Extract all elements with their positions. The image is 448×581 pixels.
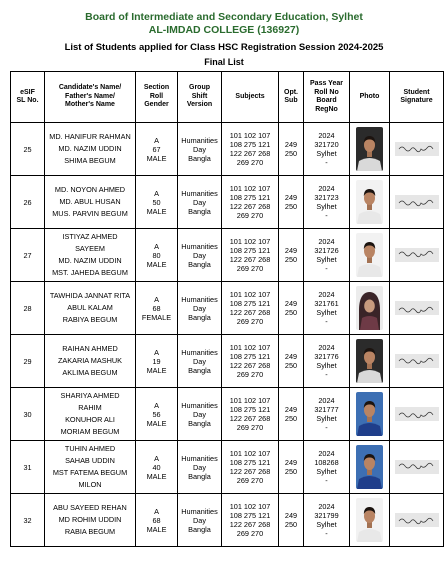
col-esif-sl-header [11, 72, 45, 123]
table-row [11, 176, 444, 229]
col-group-shift-version-header [178, 72, 222, 123]
group-shift-version-line: Humanities [181, 453, 218, 463]
candidate-names [45, 282, 136, 335]
photo-male-bluebg [356, 445, 383, 489]
section-roll-gender [136, 123, 178, 176]
pass-roll-board-reg [304, 282, 350, 335]
final-list-label: Final List [204, 57, 244, 67]
signature-image [395, 195, 439, 209]
serial-number: 32 [11, 494, 45, 547]
subjects-line: 269 270 [236, 211, 264, 220]
photo-male [356, 233, 383, 277]
candidate-names-line: ABUL KALAM [67, 303, 113, 312]
pass-roll-board-reg [304, 441, 350, 494]
subjects-line: 269 270 [236, 264, 264, 273]
header-line: Subjects [235, 92, 265, 100]
pass-roll-board-reg-line: 2024 [318, 396, 335, 405]
signature-image [395, 142, 439, 156]
pass-roll-board-reg [304, 229, 350, 282]
header-line: Section [143, 84, 170, 92]
subjects-line: 269 270 [236, 529, 264, 538]
group-shift-version [178, 282, 222, 335]
group-shift-version-line: Day [193, 144, 206, 154]
optional-subjects-line: 250 [284, 255, 298, 264]
subjects-line: 108 275 121 [229, 193, 271, 202]
optional-subjects [279, 229, 304, 282]
serial-number: 30 [11, 388, 45, 441]
optional-subjects-line: 250 [284, 467, 298, 476]
pass-roll-board-reg [304, 123, 350, 176]
header-line: eSIF [20, 88, 35, 96]
group-shift-version-line: Bangla [188, 312, 211, 322]
col-photo-header [350, 72, 390, 123]
photo-cell [350, 282, 390, 335]
candidate-names-line: KONUHOR ALI [65, 415, 115, 424]
header-line: Sub [284, 97, 298, 104]
subjects-line: 101 102 107 [229, 502, 271, 511]
pass-roll-board-reg [304, 335, 350, 388]
col-candidate-names-header [45, 72, 136, 123]
table-header-row [11, 72, 444, 123]
section-roll-gender [136, 494, 178, 547]
pass-roll-board-reg-line: - [325, 476, 328, 485]
pass-roll-board-reg-line: 2024 [318, 184, 335, 193]
subjects [222, 494, 279, 547]
pass-roll-board-reg-line: 2024 [318, 131, 335, 140]
photo-cell [350, 388, 390, 441]
table-row [11, 123, 444, 176]
optional-subjects-line: 249 [284, 246, 298, 255]
subjects-line: 108 275 121 [229, 352, 271, 361]
candidate-names-line: SHARIYA AHMED [60, 391, 120, 400]
candidate-names-line: MUS. PARVIN BEGUM [52, 209, 128, 218]
header-line: Board [316, 97, 337, 104]
group-shift-version-line: Humanities [181, 294, 218, 304]
header-line: Signature [400, 97, 433, 104]
col-section-roll-gender-header [136, 72, 178, 123]
optional-subjects-line: 249 [284, 352, 298, 361]
signature-cell [390, 229, 444, 282]
pass-roll-board-reg-line: 321799 [314, 511, 339, 520]
signature-cell [390, 123, 444, 176]
signature-image [395, 460, 439, 474]
header-line: SL No. [16, 97, 39, 104]
pass-roll-board-reg-line: 321777 [314, 405, 339, 414]
subjects-line: 108 275 121 [229, 511, 271, 520]
subjects-line: 269 270 [236, 158, 264, 167]
group-shift-version-line: Humanities [181, 347, 218, 357]
section-roll-gender-line: A [154, 506, 159, 516]
signature-image [395, 248, 439, 262]
header-line: Candidate's Name/ [58, 84, 122, 92]
candidate-names [45, 441, 136, 494]
table-row [11, 494, 444, 547]
optional-subjects-line: 249 [284, 511, 298, 520]
candidate-names-line: ISTIYAZ AHMED [62, 232, 118, 241]
pass-roll-board-reg-line: 321776 [314, 352, 339, 361]
group-shift-version-line: Day [193, 250, 206, 260]
subjects-line: 108 275 121 [229, 140, 271, 149]
header-line: Photo [359, 92, 380, 100]
subjects-line: 101 102 107 [229, 343, 271, 352]
section-roll-gender-line: 68 [152, 303, 161, 313]
candidate-names-line: MD. NOYON AHMED [54, 185, 126, 194]
candidate-names-line: TAWHIDA JANNAT RITA [49, 291, 131, 300]
optional-subjects-line: 249 [284, 299, 298, 308]
signature-cell [390, 282, 444, 335]
section-roll-gender-line: 67 [152, 144, 161, 154]
photo-female [356, 286, 383, 330]
subjects [222, 388, 279, 441]
subjects-line: 122 267 268 [229, 255, 271, 264]
serial-number: 28 [11, 282, 45, 335]
section-roll-gender-line: MALE [146, 206, 167, 216]
col-opt-sub-header [279, 72, 304, 123]
signature-cell [390, 441, 444, 494]
pass-roll-board-reg-line: 321723 [314, 193, 339, 202]
table-row [11, 441, 444, 494]
candidate-names [45, 123, 136, 176]
section-roll-gender-line: 40 [152, 462, 161, 472]
serial-number: 29 [11, 335, 45, 388]
header-line: Group [189, 84, 210, 92]
section-roll-gender-line: FEMALE [141, 312, 172, 322]
candidate-names-line: RAIHAN AHMED [62, 344, 118, 353]
section-roll-gender-line: A [154, 294, 159, 304]
subjects-line: 269 270 [236, 317, 264, 326]
pass-roll-board-reg-line: - [325, 423, 328, 432]
col-pass-roll-board-reg-header [304, 72, 350, 123]
subjects-line: 101 102 107 [229, 131, 271, 140]
pass-roll-board-reg-line: 321726 [314, 246, 339, 255]
section-roll-gender [136, 441, 178, 494]
section-roll-gender [136, 229, 178, 282]
photo-male-bluebg [356, 392, 383, 436]
group-shift-version-line: Humanities [181, 241, 218, 251]
group-shift-version-line: Humanities [181, 135, 218, 145]
section-roll-gender-line: A [154, 400, 159, 410]
subjects [222, 229, 279, 282]
section-roll-gender-line: MALE [146, 418, 167, 428]
header-line: Student [403, 88, 430, 96]
photo-cell [350, 494, 390, 547]
candidate-names-line: TUHIN AHMED [64, 444, 116, 453]
photo-cell [350, 176, 390, 229]
group-shift-version-line: Day [193, 462, 206, 472]
subjects-line: 101 102 107 [229, 290, 271, 299]
pass-roll-board-reg-line: - [325, 370, 328, 379]
pass-roll-board-reg-line: Sylhet [316, 414, 337, 423]
pass-roll-board-reg-line: 321761 [314, 299, 339, 308]
list-title: List of Students applied for Class HSC Registration Session 2024-2025 [64, 42, 384, 53]
photo-male-darkbg [356, 339, 383, 383]
section-roll-gender-line: 19 [152, 356, 161, 366]
serial-number: 27 [11, 229, 45, 282]
subjects-line: 122 267 268 [229, 467, 271, 476]
section-roll-gender-line: A [154, 135, 159, 145]
group-shift-version-line: Bangla [188, 471, 211, 481]
pass-roll-board-reg-line: 2024 [318, 449, 335, 458]
group-shift-version [178, 176, 222, 229]
candidate-names-line: MST. JAHEDA BEGUM [52, 268, 128, 277]
header-line: Pass Year [310, 80, 343, 87]
section-roll-gender-line: 68 [152, 515, 161, 525]
section-roll-gender-line: A [154, 453, 159, 463]
group-shift-version [178, 229, 222, 282]
signature-image [395, 301, 439, 315]
optional-subjects-line: 249 [284, 140, 298, 149]
table-row [11, 388, 444, 441]
section-roll-gender-line: MALE [146, 365, 167, 375]
photo-male [356, 498, 383, 542]
pass-roll-board-reg-line: 2024 [318, 343, 335, 352]
group-shift-version [178, 388, 222, 441]
signature-image [395, 354, 439, 368]
candidate-names-line: RABIA BEGUM [64, 527, 116, 536]
optional-subjects-line: 249 [284, 193, 298, 202]
group-shift-version-line: Bangla [188, 524, 211, 534]
col-signature-header [390, 72, 444, 123]
pass-roll-board-reg [304, 176, 350, 229]
section-roll-gender-line: 80 [152, 250, 161, 260]
pass-roll-board-reg-line: Sylhet [316, 255, 337, 264]
table-row [11, 282, 444, 335]
header-line: Shift [191, 92, 208, 100]
group-shift-version-line: Day [193, 409, 206, 419]
candidate-names-line: MST FATEMA BEGUM [52, 468, 128, 477]
pass-roll-board-reg-line: 108268 [314, 458, 339, 467]
pass-roll-board-reg-line: 2024 [318, 237, 335, 246]
subjects-line: 269 270 [236, 370, 264, 379]
pass-roll-board-reg-line: 321720 [314, 140, 339, 149]
candidate-names-line: MD. ABUL HUSAN [59, 197, 121, 206]
signature-cell [390, 176, 444, 229]
subjects-line: 122 267 268 [229, 414, 271, 423]
candidate-names-line: MD ROHIM UDDIN [58, 515, 122, 524]
section-roll-gender [136, 282, 178, 335]
subjects-line: 101 102 107 [229, 449, 271, 458]
section-roll-gender-line: MALE [146, 153, 167, 163]
subjects-line: 122 267 268 [229, 308, 271, 317]
header-line: Gender [144, 101, 169, 109]
pass-roll-board-reg-line: Sylhet [316, 149, 337, 158]
candidate-names-line: RABIYA BEGUM [62, 315, 118, 324]
candidate-names-line: MORIAM BEGUM [60, 427, 120, 436]
subjects [222, 123, 279, 176]
optional-subjects-line: 250 [284, 520, 298, 529]
header-line: Father's Name/ [65, 92, 115, 100]
optional-subjects-line: 250 [284, 308, 298, 317]
group-shift-version-line: Day [193, 197, 206, 207]
pass-roll-board-reg [304, 388, 350, 441]
section-roll-gender-line: A [154, 241, 159, 251]
pass-roll-board-reg-line: - [325, 158, 328, 167]
candidate-names [45, 176, 136, 229]
group-shift-version [178, 123, 222, 176]
section-roll-gender [136, 388, 178, 441]
optional-subjects-line: 250 [284, 361, 298, 370]
pass-roll-board-reg-line: Sylhet [316, 361, 337, 370]
subjects [222, 335, 279, 388]
pass-roll-board-reg-line: Sylhet [316, 520, 337, 529]
subjects-line: 122 267 268 [229, 202, 271, 211]
photo-male-darkbg [356, 127, 383, 171]
subjects [222, 176, 279, 229]
pass-roll-board-reg-line: - [325, 211, 328, 220]
optional-subjects-line: 249 [284, 458, 298, 467]
header-line: Version [186, 101, 213, 109]
group-shift-version-line: Bangla [188, 418, 211, 428]
section-roll-gender-line: MALE [146, 524, 167, 534]
group-shift-version-line: Bangla [188, 206, 211, 216]
students-table [10, 71, 444, 547]
subjects-line: 122 267 268 [229, 520, 271, 529]
optional-subjects-line: 249 [284, 405, 298, 414]
group-shift-version-line: Bangla [188, 153, 211, 163]
candidate-names-line: SHIMA BEGUM [64, 156, 116, 165]
group-shift-version-line: Bangla [188, 259, 211, 269]
group-shift-version-line: Day [193, 356, 206, 366]
table-row [11, 335, 444, 388]
group-shift-version-line: Humanities [181, 188, 218, 198]
serial-number: 26 [11, 176, 45, 229]
signature-cell [390, 388, 444, 441]
subjects [222, 441, 279, 494]
photo-cell [350, 123, 390, 176]
subjects-line: 122 267 268 [229, 149, 271, 158]
section-roll-gender [136, 176, 178, 229]
candidate-names [45, 388, 136, 441]
candidate-names-line: MD. NAZIM UDDIN [58, 256, 122, 265]
header-line: Opt. [284, 88, 298, 96]
section-roll-gender-line: A [154, 347, 159, 357]
optional-subjects [279, 494, 304, 547]
table-row [11, 229, 444, 282]
section-roll-gender-line: 56 [152, 409, 161, 419]
subjects-line: 108 275 121 [229, 405, 271, 414]
pass-roll-board-reg-line: Sylhet [316, 308, 337, 317]
optional-subjects [279, 123, 304, 176]
pass-roll-board-reg-line: - [325, 264, 328, 273]
optional-subjects [279, 176, 304, 229]
group-shift-version-line: Day [193, 303, 206, 313]
section-roll-gender-line: MALE [146, 259, 167, 269]
subjects-line: 101 102 107 [229, 184, 271, 193]
candidate-names-line: SAYEEM [75, 244, 105, 253]
pass-roll-board-reg-line: 2024 [318, 290, 335, 299]
pass-roll-board-reg-line: - [325, 529, 328, 538]
header-line: Roll [149, 92, 164, 100]
signature-cell [390, 494, 444, 547]
serial-number: 25 [11, 123, 45, 176]
subjects-line: 108 275 121 [229, 458, 271, 467]
signature-image [395, 407, 439, 421]
signature-cell [390, 335, 444, 388]
optional-subjects [279, 282, 304, 335]
optional-subjects [279, 335, 304, 388]
header-line: Roll No [314, 88, 339, 96]
section-roll-gender-line: MALE [146, 471, 167, 481]
group-shift-version [178, 335, 222, 388]
pass-roll-board-reg [304, 494, 350, 547]
candidate-names-line: ABU SAYEED REHAN [53, 503, 127, 512]
group-shift-version [178, 441, 222, 494]
header-line: RegNo [315, 105, 338, 113]
candidate-names-line: RAHIM [78, 403, 102, 412]
subjects-line: 108 275 121 [229, 246, 271, 255]
photo-cell [350, 441, 390, 494]
optional-subjects-line: 250 [284, 414, 298, 423]
photo-cell [350, 335, 390, 388]
candidate-names-line: MD. HANIFUR RAHMAN [49, 132, 131, 141]
candidate-names-line: SAHAB UDDIN [65, 456, 115, 465]
subjects-line: 122 267 268 [229, 361, 271, 370]
candidate-names [45, 229, 136, 282]
serial-number: 31 [11, 441, 45, 494]
signature-image [395, 513, 439, 527]
col-subjects-header [222, 72, 279, 123]
optional-subjects-line: 250 [284, 202, 298, 211]
header-line: Mother's Name [65, 101, 115, 109]
candidate-names [45, 494, 136, 547]
subjects-line: 101 102 107 [229, 396, 271, 405]
pass-roll-board-reg-line: - [325, 317, 328, 326]
group-shift-version [178, 494, 222, 547]
group-shift-version-line: Humanities [181, 400, 218, 410]
candidate-names-line: MILON [78, 480, 102, 489]
candidate-names-line: AKLIMA BEGUM [62, 368, 118, 377]
college-title: AL-IMDAD COLLEGE (136927) [148, 24, 300, 36]
pass-roll-board-reg-line: 2024 [318, 502, 335, 511]
candidate-names-line: MD. NAZIM UDDIN [58, 144, 122, 153]
group-shift-version-line: Humanities [181, 506, 218, 516]
group-shift-version-line: Day [193, 515, 206, 525]
candidate-names-line: ZAKARIA MASHUK [57, 356, 123, 365]
group-shift-version-line: Bangla [188, 365, 211, 375]
optional-subjects-line: 250 [284, 149, 298, 158]
board-title: Board of Intermediate and Secondary Education, Sylhet [85, 11, 363, 23]
subjects-line: 101 102 107 [229, 237, 271, 246]
photo-male [356, 180, 383, 224]
subjects [222, 282, 279, 335]
subjects-line: 108 275 121 [229, 299, 271, 308]
subjects-line: 269 270 [236, 423, 264, 432]
candidate-names [45, 335, 136, 388]
pass-roll-board-reg-line: Sylhet [316, 467, 337, 476]
optional-subjects [279, 388, 304, 441]
section-roll-gender [136, 335, 178, 388]
section-roll-gender-line: A [154, 188, 159, 198]
pass-roll-board-reg-line: Sylhet [316, 202, 337, 211]
optional-subjects [279, 441, 304, 494]
section-roll-gender-line: 50 [152, 197, 161, 207]
photo-cell [350, 229, 390, 282]
subjects-line: 269 270 [236, 476, 264, 485]
